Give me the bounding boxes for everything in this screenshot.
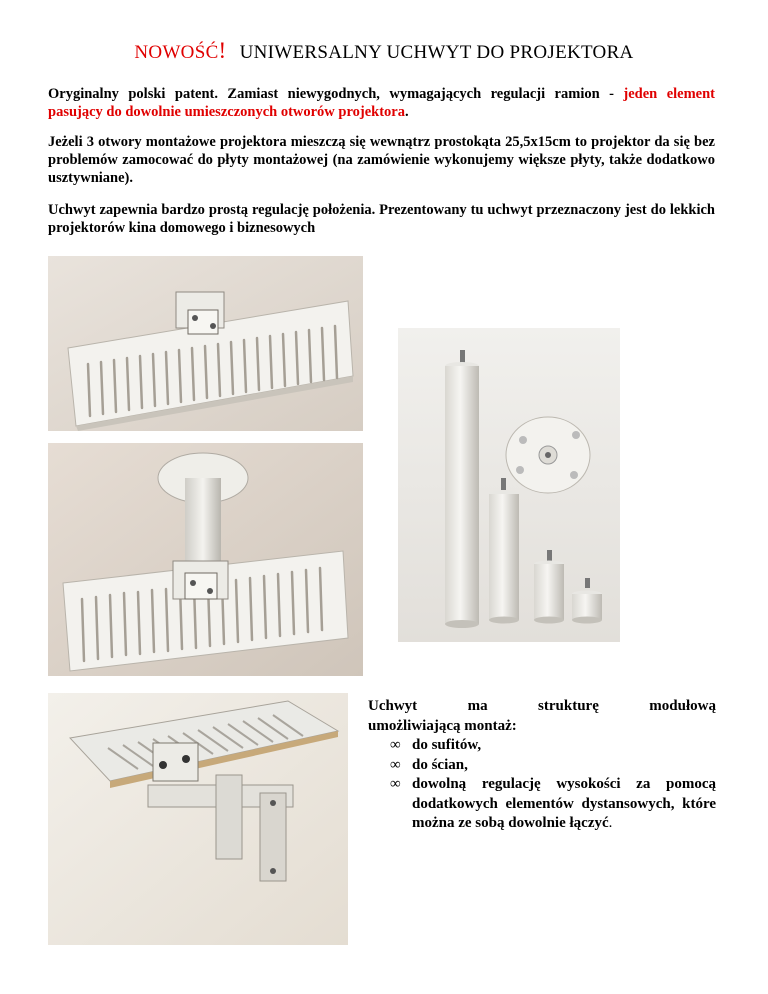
adjustment-paragraph: Uchwyt zapewnia bardzo prostą regulację położenia. Prezentowany tu uchwyt przeznaczony jest do lekkich projektorów kina domowego i biznesowych — [48, 202, 715, 236]
page-title — [0, 38, 768, 64]
photo-wall-mount — [48, 693, 348, 945]
photo-spacer-tubes — [398, 328, 620, 642]
list-item — [368, 736, 716, 756]
intro-paragraph — [48, 85, 715, 121]
title-new-label: NOWOŚĆ — [134, 42, 219, 63]
infinity-bullet-icon: ∞ — [390, 737, 401, 753]
feature-wall: do ścian, — [412, 756, 468, 773]
infinity-bullet-icon: ∞ — [390, 776, 401, 792]
features-block — [368, 697, 716, 834]
mounting-paragraph: Jeżeli 3 otwory montażowe projektora mieszczą się wewnątrz prostokąta 25,5x15cm to projektor da się bez problemów zamocować do płyty montażowej (na zamówienie wykonujemy większe płyty, także dodatkowo usztywniane). — [48, 134, 715, 186]
features-intro-line2: umożliwiającą montaż: — [368, 717, 517, 734]
intro-end: . — [404, 104, 409, 120]
features-list — [368, 736, 716, 834]
title-main: UNIWERSALNY UCHWYT DO PROJEKTORA — [239, 42, 634, 63]
infinity-bullet-icon: ∞ — [390, 756, 401, 773]
feature-height-stop: . — [608, 815, 613, 831]
list-item — [368, 756, 716, 776]
photo-plate-ceiling — [48, 256, 363, 431]
intro-highlight: jeden element pasujący do dowolnie umieszczonych otworów projektora — [48, 86, 715, 120]
photo-plate-tube — [48, 443, 363, 676]
feature-height: dowolną regulację wysokości za pomocą dodatkowych elementów dystansowych, które można ze sobą dowolnie łączyć — [412, 776, 716, 831]
list-item — [368, 775, 716, 834]
intro-text: Oryginalny polski patent. Zamiast niewygodnych, wymagających regulacji ramion - — [48, 86, 624, 102]
title-exclamation: ! — [218, 38, 227, 63]
features-intro-line1: Uchwyt ma strukturę modułową — [368, 698, 716, 714]
feature-ceiling: do sufitów, — [412, 737, 482, 753]
